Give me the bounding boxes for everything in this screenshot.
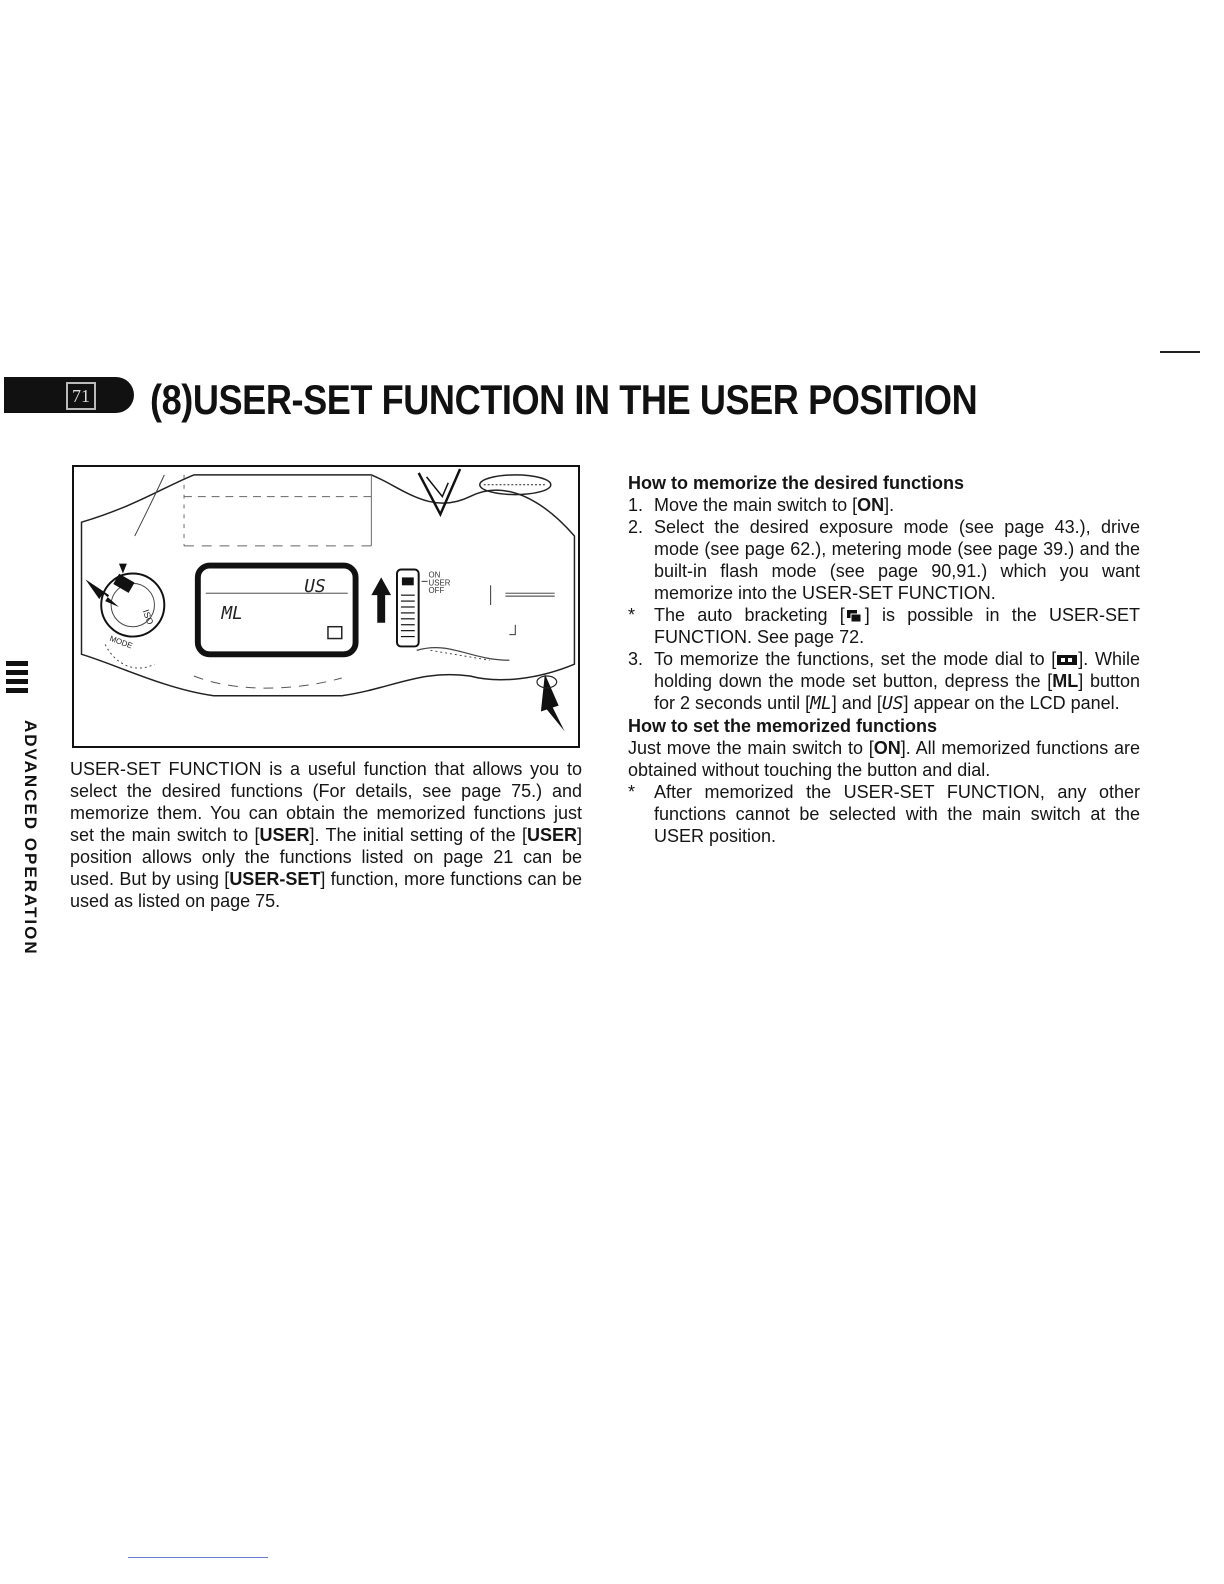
step-2 xyxy=(628,516,1140,604)
note-1-text: The auto bracketing [ xyxy=(654,605,845,625)
step-1-text: Move the main switch to [ xyxy=(654,495,858,515)
page-title: (8)USER-SET FUNCTION IN THE USER POSITION xyxy=(150,376,978,423)
note-1-asterisk: * xyxy=(628,605,636,625)
set-text-a: Just move the main switch to [ xyxy=(628,738,874,758)
step-1 xyxy=(628,494,1140,516)
step-1-text-end: ]. xyxy=(884,495,895,515)
switch-label-user: USER xyxy=(428,578,451,588)
step-2-text: Select the desired exposure mode (see page 43.), drive mode (see page 62.), metering mode (see page 39.) and the built-in flash mode (see page 90,91.) which you want memorize into the USER-SET FUNCTION. xyxy=(654,517,1140,603)
heading-memorize: How to memorize the desired functions xyxy=(628,473,965,493)
step-1-on-keyword: ON xyxy=(857,495,885,515)
camera-top-illustration xyxy=(72,465,580,748)
step-1-number: 1. xyxy=(628,495,644,515)
note-2-text: After memorized the USER-SET FUNCTION, any other functions cannot be selected with the main switch at the USER position. xyxy=(654,782,1140,846)
intro-text-1: USER-SET FUNCTION is a useful function that allows you to select the desired functions (For details, see page 75.) and memorize them. You can obtain the memorized functions just set the main switch to [ xyxy=(70,759,582,845)
step-3-text-e: ] appear on the LCD panel. xyxy=(903,693,1120,713)
step-3-text-a: To memorize the functions, set the mode dial to [ xyxy=(654,649,1057,669)
note-1-text-end: ] is possible in the USER-SET FUNCTION. See page 72. xyxy=(654,605,1140,647)
dial-label-mode: MODE xyxy=(108,633,134,651)
intro-text-3: ] position allows only the functions listed on page 21 can be used. But by using [ xyxy=(70,825,582,889)
set-text-b: ]. All memorized functions are obtained without touching the button and dial. xyxy=(628,738,1141,780)
corner-rule xyxy=(1160,351,1200,353)
step-3-ml-keyword: ML xyxy=(1052,671,1079,691)
instructions-column xyxy=(628,472,1140,847)
step-3-text-d: ] and [ xyxy=(831,693,882,713)
step-3 xyxy=(628,648,1140,715)
note-user-position xyxy=(628,781,1140,847)
heading-set-memorized: How to set the memorized functions xyxy=(628,716,938,736)
page-number-tab xyxy=(4,377,134,413)
footer-rule xyxy=(128,1557,268,1558)
program-mode-icon xyxy=(1056,654,1078,666)
step-3-ml-lcd: ML xyxy=(810,693,832,714)
intro-user-keyword: USER xyxy=(259,825,310,845)
note-auto-bracketing xyxy=(628,604,1140,648)
note-2-asterisk: * xyxy=(628,782,636,802)
dial-label-iso: ISO xyxy=(140,608,156,626)
page-number: 71 xyxy=(66,382,96,410)
set-on-keyword: ON xyxy=(873,738,901,758)
set-memorized-paragraph xyxy=(628,737,1140,781)
intro-userset-keyword: USER-SET xyxy=(229,869,321,889)
step-2-number: 2. xyxy=(628,517,644,537)
step-3-text-b: ]. While holding down the mode set button, depress the [ xyxy=(654,649,1140,691)
section-marker-bars xyxy=(6,661,28,697)
auto-bracketing-icon xyxy=(845,608,865,624)
step-3-us-lcd: US xyxy=(881,693,904,714)
intro-user-keyword-2: USER xyxy=(526,825,577,845)
intro-paragraph xyxy=(70,758,582,912)
lcd-ml-text: ML xyxy=(221,603,243,624)
step-3-number: 3. xyxy=(628,649,644,669)
intro-text-4: ] function, more functions can be used as listed on page 75. xyxy=(70,869,582,911)
section-label: ADVANCED OPERATION xyxy=(21,720,40,956)
switch-label-on: ON xyxy=(428,570,441,580)
switch-label-off: OFF xyxy=(428,586,445,596)
step-3-text-c: ] button for 2 seconds until [ xyxy=(654,671,1140,713)
intro-text-2: ]. The initial setting of the [ xyxy=(309,825,527,845)
lcd-us-text: US xyxy=(304,577,326,598)
